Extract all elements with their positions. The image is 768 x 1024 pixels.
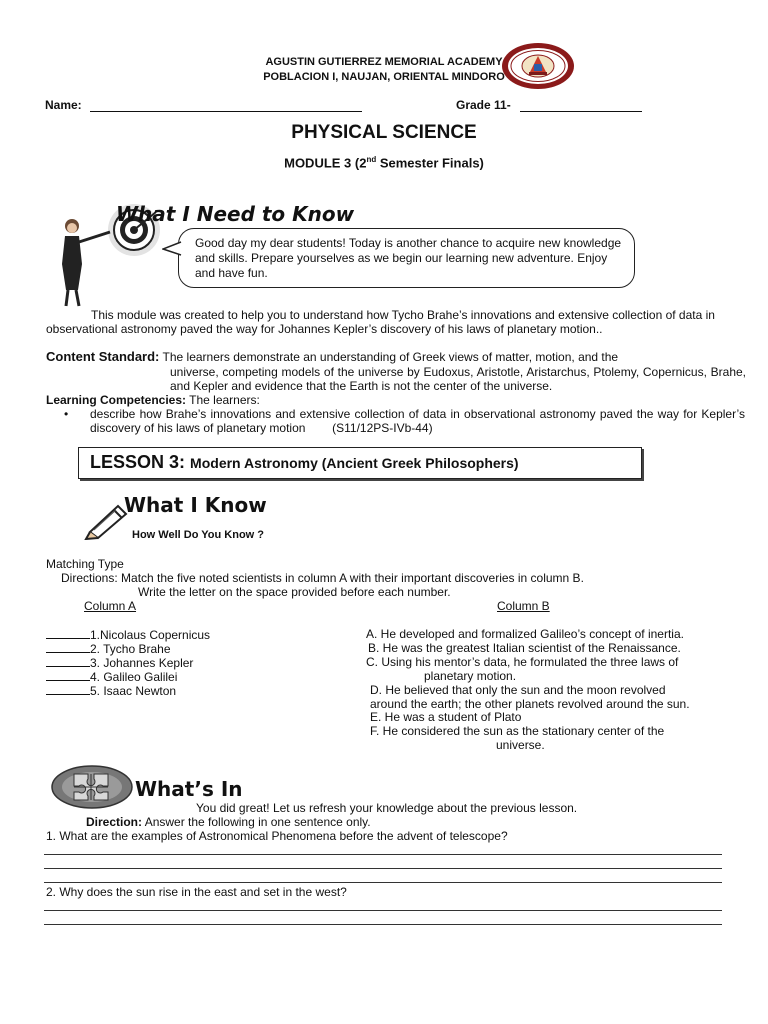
question-1: 1. What are the examples of Astronomical Phenomena before the advent of telescope? (46, 829, 508, 843)
module-heading: MODULE 3 (2nd Semester Finals) (284, 155, 484, 171)
choice-item: E. He was a student of Plato (370, 710, 522, 724)
lesson-title: LESSON 3: Modern Astronomy (Ancient Greek Philosophers) (90, 452, 519, 472)
puzzle-icon (50, 764, 134, 810)
answer-blank[interactable] (46, 627, 90, 639)
document-title: PHYSICAL SCIENCE (291, 122, 477, 143)
speech-bubble-tail (162, 240, 182, 258)
module-intro: This module was created to help you to understand how Tycho Brahe’s innovations and extensive collection of data in observational astronomy paved the way for Johannes Kepler’s discovery of his laws of planetary motion.. (46, 308, 715, 336)
choice-item: A. He developed and formalized Galileo’s concept of inertia. (366, 627, 684, 641)
list-item: 1.Nicolaus Copernicus (46, 627, 210, 642)
column-a-header: Column A (84, 599, 137, 613)
learning-competencies: Learning Competencies: The learners: (46, 393, 260, 407)
answer-line[interactable] (44, 882, 722, 883)
name-label: Name: (45, 98, 82, 112)
content-standard-label: Content Standard: (46, 349, 160, 364)
whats-in-intro: You did great! Let us refresh your knowledge about the previous lesson. (196, 801, 578, 815)
answer-line[interactable] (44, 854, 722, 855)
content-standard: Content Standard: The learners demonstrate an understanding of Greek views of matter, motion, and the (46, 349, 619, 364)
name-field[interactable] (90, 98, 362, 112)
answer-blank[interactable] (46, 655, 90, 667)
answer-blank[interactable] (46, 669, 90, 681)
grade-field[interactable] (520, 98, 642, 112)
competency-item: describe how Brahe’s innovations and extensive collection of data in observational astronomy paved the way for Kepler’s discovery of his laws of planetary motion (S11/12PS-IVb-44) (90, 407, 745, 435)
bubble-text: Good day my dear students! Today is another chance to acquire new knowledge and skills. Prepare yourselves as we begin our learning new adventure. Enjoy and have fun. (195, 236, 622, 280)
list-item: 4. Galileo Galilei (46, 669, 177, 684)
what-i-know-subheading: How Well Do You Know ? (132, 529, 264, 541)
answer-line[interactable] (44, 868, 722, 869)
matching-type-label: Matching Type (46, 557, 124, 571)
choice-item: B. He was the greatest Italian scientist of the Renaissance. (368, 641, 681, 655)
choice-item: D. He believed that only the sun and the moon revolved (370, 683, 666, 697)
answer-blank[interactable] (46, 641, 90, 653)
choice-item-continued: universe. (496, 738, 545, 752)
content-standard-continued: universe, competing models of the universe by Eudoxus, Aristotle, Aristarchus, Ptolemy, Copernicus, Brahe, and Kepler and evidence that the Earth is not the center of the universe. (170, 365, 746, 393)
whats-in-heading: What’s In (135, 777, 243, 801)
question-2: 2. Why does the sun rise in the east and set in the west? (46, 885, 347, 899)
choice-item: C. Using his mentor’s data, he formulated the three laws of (366, 655, 679, 669)
directions-line-2: Write the letter on the space provided before each number. (138, 585, 451, 599)
answer-line[interactable] (44, 924, 722, 925)
answer-blank[interactable] (46, 683, 90, 695)
answer-line[interactable] (44, 910, 722, 911)
list-item: 5. Isaac Newton (46, 683, 176, 698)
need-to-know-heading: What I Need to Know (116, 202, 355, 226)
list-item: 3. Johannes Kepler (46, 655, 193, 670)
what-i-know-heading: What I Know (124, 493, 267, 517)
school-name: AGUSTIN GUTIERREZ MEMORIAL ACADEMY (265, 56, 503, 68)
school-address: POBLACION I, NAUJAN, ORIENTAL MINDORO (263, 71, 505, 83)
list-item: 2. Tycho Brahe (46, 641, 171, 656)
direction-line: Direction: Answer the following in one sentence only. (86, 815, 371, 829)
choice-item: F. He considered the sun as the stationary center of the (370, 724, 665, 738)
grade-label: Grade 11- (456, 98, 511, 112)
school-seal-logo (500, 42, 576, 90)
column-b-header: Column B (497, 599, 550, 613)
bullet-icon: • (64, 407, 69, 421)
directions-line-1: Directions: Match the five noted scientists in column A with their important discoveries in column B. (61, 571, 584, 585)
choice-item-continued: around the earth; the other planets revolved around the sun. (370, 697, 690, 711)
choice-item-continued: planetary motion. (424, 669, 517, 683)
